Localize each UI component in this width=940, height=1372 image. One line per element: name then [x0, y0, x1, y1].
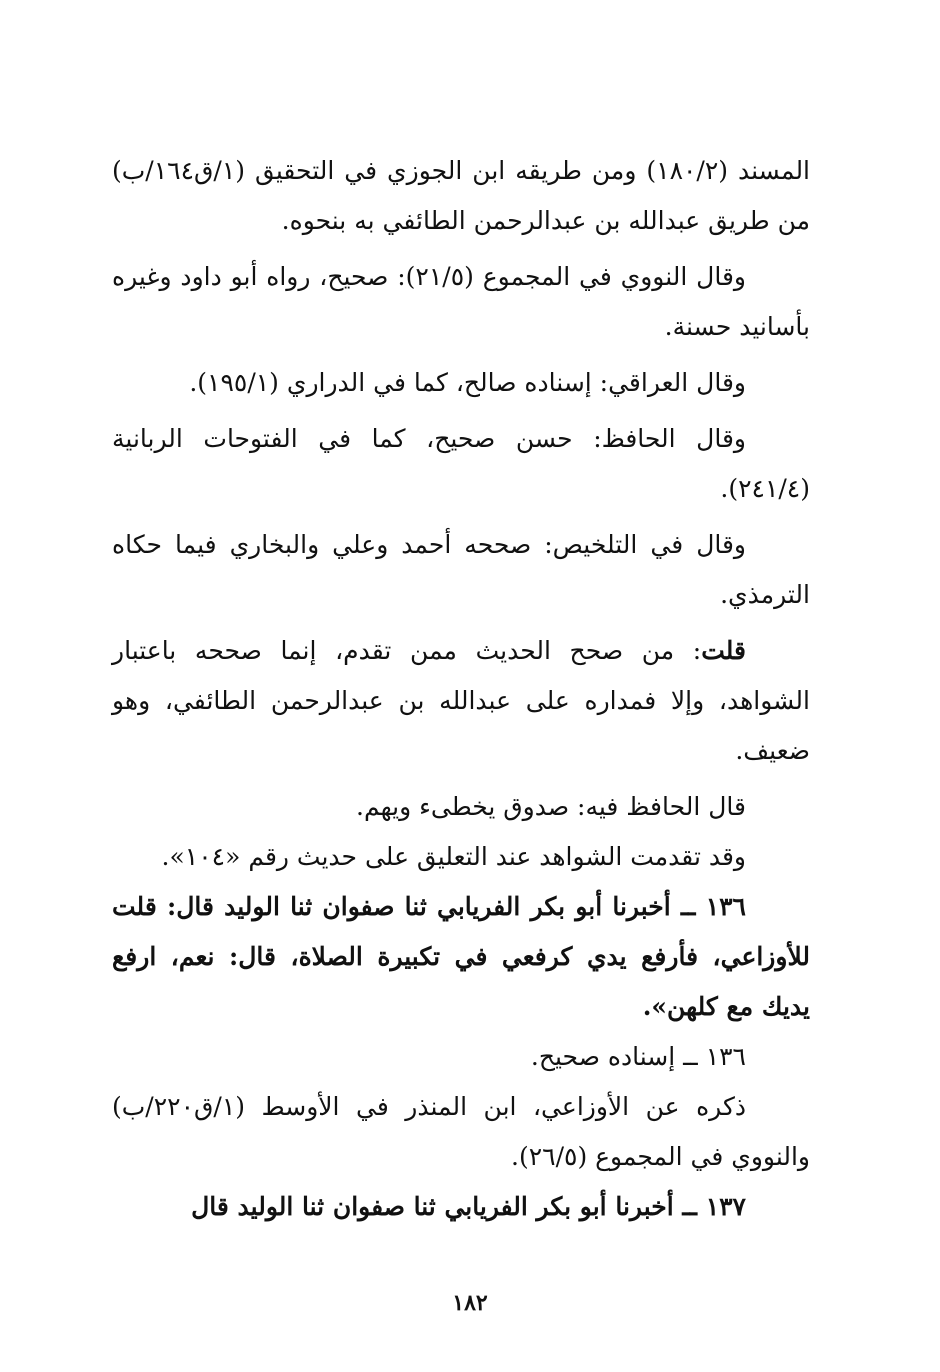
paragraph-text: ذكره عن الأوزاعي، ابن المنذر في الأوسط (١/ق٢٢٠/ب) والنووي في المجموع (٢٦/٥).: [112, 1092, 810, 1171]
hadith-text: ١٣٧ ــ أخبرنا أبو بكر الفريابي ثنا صفوان ثنا الوليد قال: [191, 1192, 746, 1221]
paragraph-3: [112, 358, 810, 408]
paragraph-6: [112, 626, 810, 776]
commentary-136-heading: [112, 1032, 810, 1082]
paragraph-text: وقال الحافظ: حسن صحيح، كما في الفتوحات الربانية (٢٤١/٤).: [112, 424, 810, 503]
hadith-text: ١٣٦ ــ أخبرنا أبو بكر الفريابي ثنا صفوان ثنا الوليد قال: قلت للأوزاعي، فأرفع يدي كرفعي في تكبيرة الصلاة، قال: نعم، ارفع يديك مع كلهن».: [112, 892, 810, 1021]
hadith-136: [112, 882, 810, 1032]
paragraph-text: وقال النووي في المجموع (٢١/٥): صحيح، رواه أبو داود وغيره بأسانيد حسنة.: [112, 262, 810, 341]
paragraph-text: قال الحافظ فيه: صدوق يخطىء ويهم.: [356, 792, 746, 821]
paragraph-text: وقال العراقي: إسناده صالح، كما في الدراري (١٩٥/١).: [189, 368, 746, 397]
paragraph-text: : من صحح الحديث ممن تقدم، إنما صححه باعتبار الشواهد، وإلا فمداره على عبدالله بن عبدالرحمن الطائفي، وهو ضعيف.: [112, 636, 810, 765]
page-body: [112, 146, 810, 1232]
paragraph-4: [112, 414, 810, 514]
paragraph-text: ١٣٦ ــ إسناده صحيح.: [530, 1042, 746, 1071]
paragraph-8: [112, 832, 810, 882]
paragraph-2: [112, 252, 810, 352]
paragraph-text: المسند (١٨٠/٢) ومن طريقه ابن الجوزي في التحقيق (١/ق١٦٤/ب) من طريق عبدالله بن عبدالرحمن الطائفي به بنحوه.: [112, 156, 811, 235]
commentary-136-body: [112, 1082, 810, 1182]
page-number: ١٨٢: [452, 1290, 488, 1316]
paragraph-5: [112, 520, 810, 620]
paragraph-text: وقال في التلخيص: صححه أحمد وعلي والبخاري فيما حكاه الترمذي.: [112, 530, 810, 609]
paragraph-lead-word: قلت: [701, 636, 746, 665]
paragraph-7: [112, 782, 810, 832]
paragraph-1: [112, 146, 810, 246]
hadith-137: [112, 1182, 810, 1232]
paragraph-text: وقد تقدمت الشواهد عند التعليق على حديث رقم «١٠٤».: [161, 842, 746, 871]
